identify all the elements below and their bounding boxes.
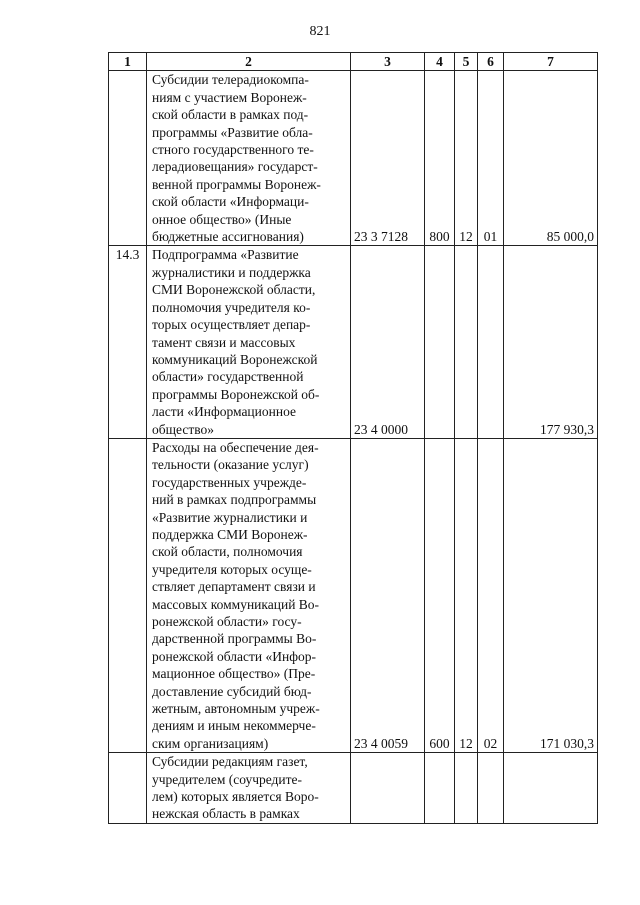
- header-col-3: 3: [351, 53, 425, 71]
- description-line: дарственной программы Во-: [152, 631, 317, 647]
- description-line: общество»: [152, 421, 215, 437]
- description-line: венной программы Воронеж-: [152, 176, 321, 192]
- description-line: тамент связи и массовых: [152, 334, 296, 350]
- description-cell: [147, 438, 351, 752]
- description-line: ствляет департамент связи и: [152, 579, 316, 595]
- column-6-cell: [478, 246, 504, 438]
- description-line: ронежской области «Инфор-: [152, 648, 316, 664]
- description-line: СМИ Воронежской области,: [152, 282, 316, 298]
- description-line: Субсидии редакциям газет,: [152, 754, 308, 770]
- table-row: [109, 246, 598, 438]
- description-line: стного государственного те-: [152, 142, 314, 158]
- description-line: коммуникаций Воронежской: [152, 351, 318, 367]
- header-col-2: 2: [147, 53, 351, 71]
- column-4-cell: [425, 753, 455, 824]
- description-line: ской области, полномочия: [152, 544, 303, 560]
- description-line: учредителем (соучредите-: [152, 771, 303, 787]
- description-cell: [147, 753, 351, 824]
- amount-cell: 171 030,3: [504, 438, 598, 752]
- table-row: [109, 753, 598, 824]
- table-row: [109, 71, 598, 246]
- column-4-cell: 600: [425, 438, 455, 752]
- column-6-cell: 01: [478, 71, 504, 246]
- row-number-cell: [109, 71, 147, 246]
- code-cell: 23 3 7128: [351, 71, 425, 246]
- description-line: жетным, автономным учреж-: [152, 701, 320, 717]
- description-line: ний в рамках подпрограммы: [152, 492, 317, 508]
- description-line: бюджетные ассигнования): [152, 229, 304, 245]
- description-line: торых осуществляет депар-: [152, 317, 311, 333]
- description-line: ласти «Информационное: [152, 404, 296, 420]
- description-line: ниям с участием Воронеж-: [152, 89, 307, 105]
- description-cell: [147, 71, 351, 246]
- column-5-cell: [455, 753, 478, 824]
- description-line: доставление субсидий бюд-: [152, 683, 312, 699]
- description-line: массовых коммуникаций Во-: [152, 596, 320, 612]
- column-4-cell: 800: [425, 71, 455, 246]
- description-line: ской области в рамках под-: [152, 107, 309, 123]
- page-number: 821: [309, 24, 331, 39]
- description-line: журналистики и поддержка: [152, 264, 311, 280]
- description-line: тельности (оказание услуг): [152, 457, 309, 473]
- header-col-4: 4: [425, 53, 455, 71]
- description-line: учредителя которых осуще-: [152, 561, 312, 577]
- description-line: полномочия учредителя ко-: [152, 299, 311, 315]
- description-line: Расходы на обеспечение дея-: [152, 439, 319, 455]
- description-line: ской области «Информаци-: [152, 194, 309, 210]
- description-line: программы «Развитие обла-: [152, 124, 313, 140]
- column-5-cell: 12: [455, 438, 478, 752]
- description-line: области» государственной: [152, 369, 304, 385]
- code-cell: [351, 753, 425, 824]
- description-line: мационное общество» (Пре-: [152, 666, 316, 682]
- amount-cell: 177 930,3: [504, 246, 598, 438]
- column-5-cell: 12: [455, 71, 478, 246]
- description-line: «Развитие журналистики и: [152, 509, 308, 525]
- header-row: [109, 53, 598, 71]
- description-line: государственных учрежде-: [152, 474, 307, 490]
- description-line: поддержка СМИ Воронеж-: [152, 526, 308, 542]
- description-line: Субсидии телерадиокомпа-: [152, 72, 309, 88]
- description-cell: [147, 246, 351, 438]
- column-4-cell: [425, 246, 455, 438]
- amount-cell: [504, 753, 598, 824]
- budget-table: [108, 52, 598, 824]
- column-6-cell: 02: [478, 438, 504, 752]
- amount-cell: 85 000,0: [504, 71, 598, 246]
- description-line: нежская область в рамках: [152, 806, 300, 822]
- description-line: программы Воронежской об-: [152, 386, 320, 402]
- row-number-cell: [109, 753, 147, 824]
- description-line: ронежской области» госу-: [152, 614, 302, 629]
- header-col-1: 1: [109, 53, 147, 71]
- header-col-7: 7: [504, 53, 598, 71]
- description-line: ским организациям): [152, 735, 269, 751]
- row-number-cell: [109, 438, 147, 752]
- row-number-cell: 14.3: [109, 246, 147, 438]
- description-line: лем) которых является Воро-: [152, 789, 319, 805]
- description-line: Подпрограмма «Развитие: [152, 247, 299, 263]
- header-col-5: 5: [455, 53, 478, 71]
- description-line: онное общество» (Иные: [152, 211, 292, 227]
- header-col-6: 6: [478, 53, 504, 71]
- table-row: [109, 438, 598, 752]
- column-6-cell: [478, 753, 504, 824]
- column-5-cell: [455, 246, 478, 438]
- description-line: дениям и иным некоммерче-: [152, 718, 316, 734]
- code-cell: 23 4 0059: [351, 438, 425, 752]
- code-cell: 23 4 0000: [351, 246, 425, 438]
- description-line: лерадиовещания» государст-: [152, 159, 318, 175]
